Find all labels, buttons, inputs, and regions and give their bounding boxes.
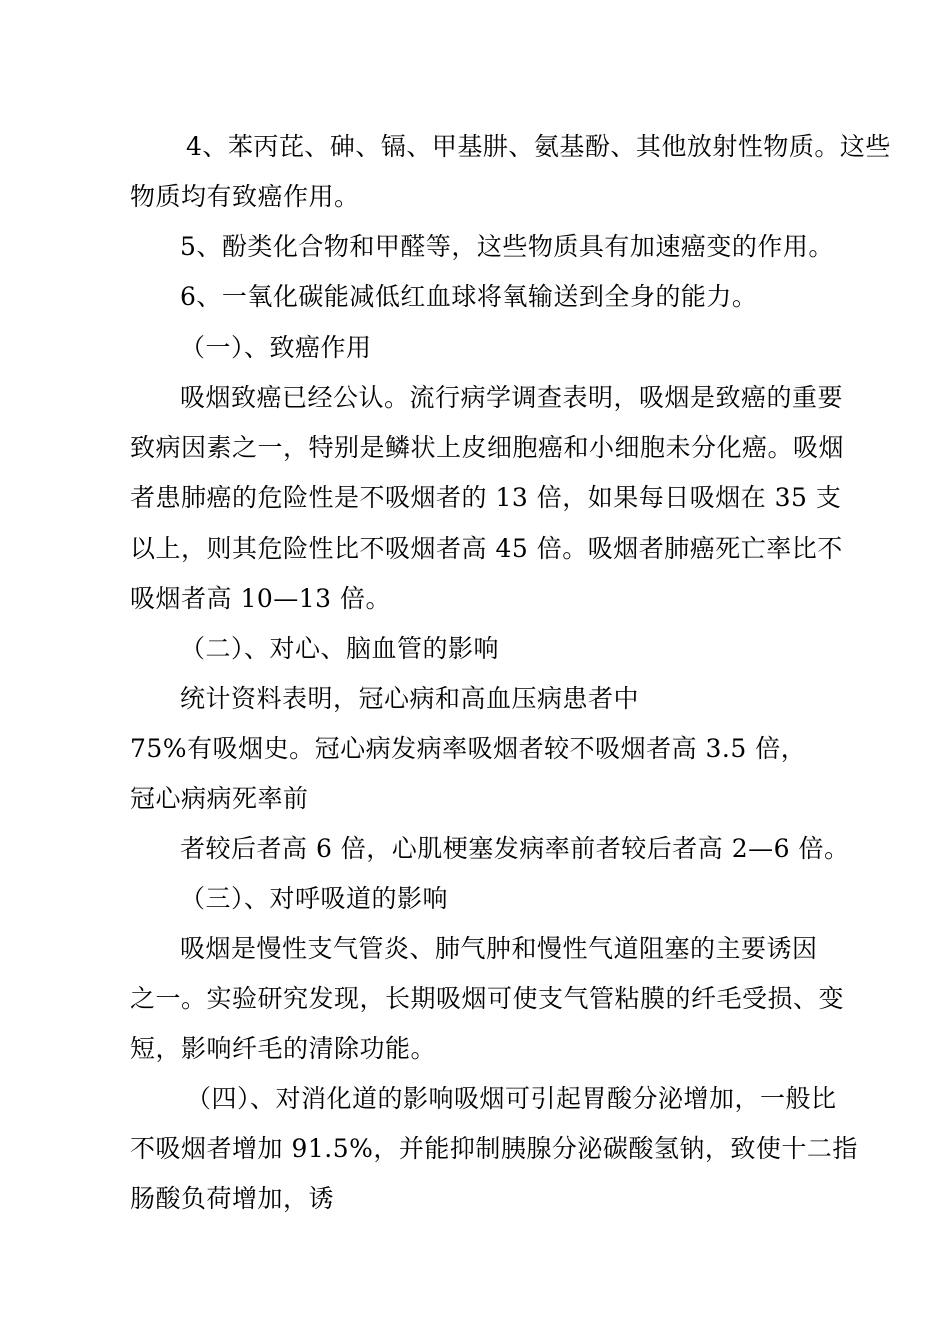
text-line: 4、苯丙芘、砷、镉、甲基肼、氨基酚、其他放射性物质。这些 xyxy=(186,132,891,161)
text-line: 以上，则其危险性比不吸烟者高 45 倍。吸烟者肺癌死亡率比不 xyxy=(130,534,843,563)
text-line: 吸烟是慢性支气管炎、肺气肿和慢性气道阻塞的主要诱因 xyxy=(180,934,818,963)
text-line: 吸烟致癌已经公认。流行病学调查表明，吸烟是致癌的重要 xyxy=(180,383,844,412)
text-line: 致病因素之一，特别是鳞状上皮细胞癌和小细胞未分化癌。吸烟 xyxy=(130,433,845,462)
text-line: 者较后者高 6 倍，心肌梗塞发病率前者较后者高 2—6 倍。 xyxy=(180,834,850,863)
text-line: 肠酸负荷增加，诱 xyxy=(130,1184,335,1213)
section-heading: （二）、对心、脑血管的影响 xyxy=(180,634,500,663)
text-line: 不吸烟者增加 91.5%，并能抑制胰腺分泌碳酸氢钠，致使十二指 xyxy=(130,1134,858,1163)
text-line: 吸烟者高 10—13 倍。 xyxy=(130,584,392,613)
text-line: 6、一氧化碳能减低红血球将氧输送到全身的能力。 xyxy=(180,282,758,311)
section-heading: （三）、对呼吸道的影响 xyxy=(180,884,449,913)
text-line: 5、酚类化合物和甲醛等，这些物质具有加速癌变的作用。 xyxy=(180,232,834,261)
section-heading: （一）、致癌作用 xyxy=(180,333,372,362)
text-line: 物质均有致癌作用。 xyxy=(130,182,360,211)
text-line: 统计资料表明，冠心病和高血压病患者中 xyxy=(180,684,640,713)
text-line: 冠心病病死率前 xyxy=(130,784,309,813)
text-line: 75%有吸烟史。冠心病发病率吸烟者较不吸烟者高 3.5 倍， xyxy=(130,734,807,763)
text-line: （四）、对消化道的影响吸烟可引起胃酸分泌增加，一般比 xyxy=(186,1084,837,1113)
text-line: 之一。实验研究发现，长期吸烟可使支气管粘膜的纤毛受损、变 xyxy=(130,984,845,1013)
text-line: 者患肺癌的危险性是不吸烟者的 13 倍，如果每日吸烟在 35 支 xyxy=(130,483,842,512)
text-line: 短，影响纤毛的清除功能。 xyxy=(130,1034,437,1063)
